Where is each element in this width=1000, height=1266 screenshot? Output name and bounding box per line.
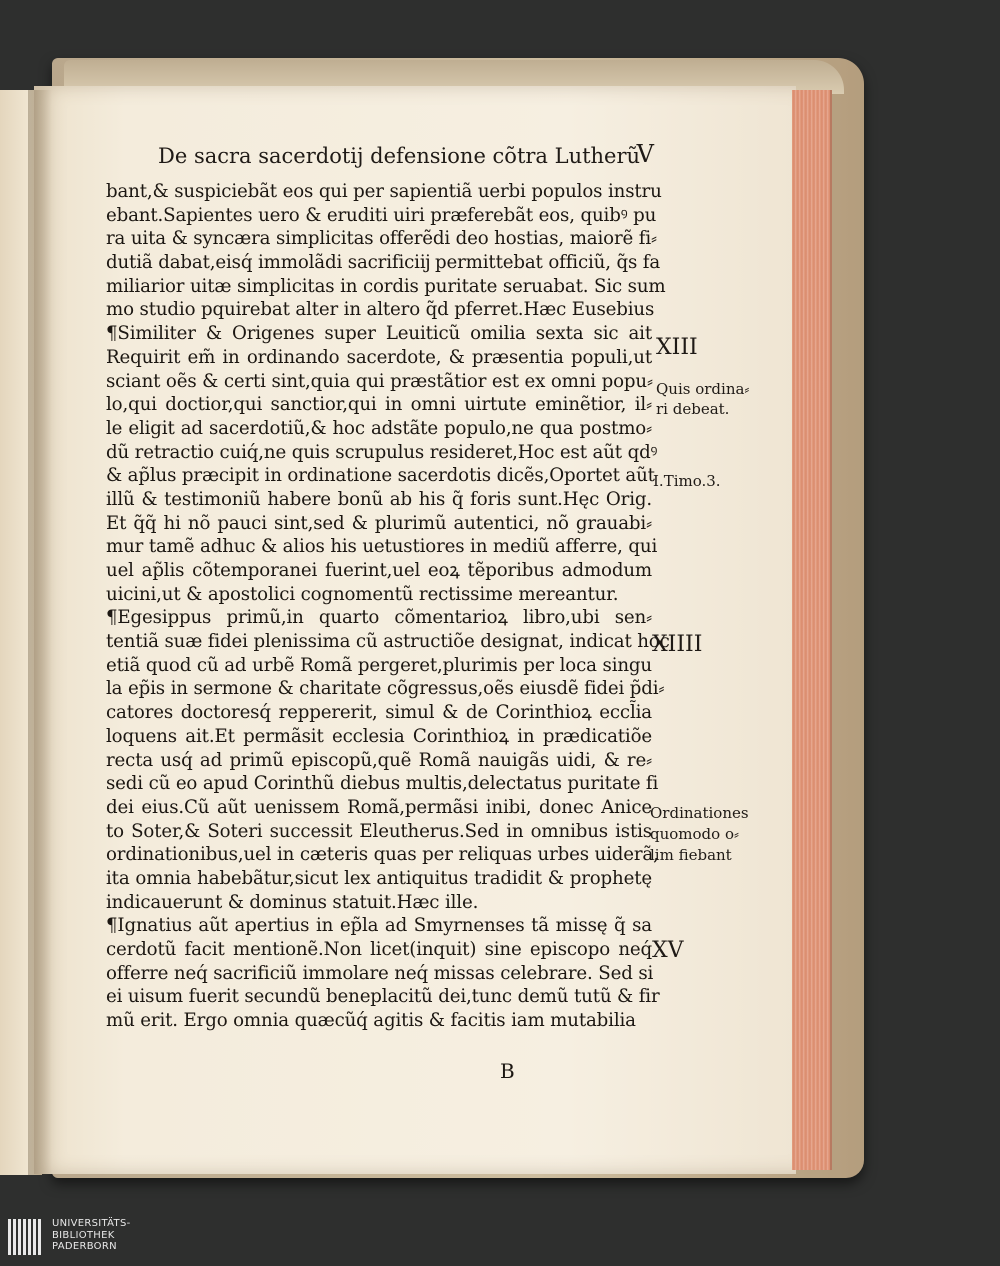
text-line: mũ erit. Ergo omnia quæcũq́ agitis & facitis iam mutabilia [106, 1010, 636, 1032]
margin-number-xv: XV [652, 938, 684, 963]
text-line: uel ap̃lis cõtemporanei fuerint,uel eoꝝ tẽporibus admodum [106, 560, 652, 581]
text-line: tentiã suæ fidei plenissima cũ astructiõe designat, indicat hoc [106, 631, 670, 653]
text-line: loquens ait.Et permãsit ecclesia Corinthioꝝ in prædicatiõe [106, 725, 652, 747]
logo-line-2: BIBLIOTHEK [52, 1229, 115, 1241]
margin-number-xiii: XIII [656, 335, 698, 360]
page-gutter [28, 90, 52, 1175]
text-line: ordinationibus,uel in cæteris quas per reliquas urbes uiderã, [106, 844, 659, 866]
text-line: miliarior uitæ simplicitas in cordis puritate seruabat. Sic sum [106, 275, 666, 297]
text-line: offerre neq́ sacrificiũ immolare neq́ missas celebrare. Sed si [106, 962, 654, 984]
text-line: ¶Similiter & Origenes super Leuiticũ omilia sexta sic ait [106, 323, 652, 345]
text-line: Et q̃q̃ hi nõ pauci sint,sed & plurimũ autentici, nõ grauabi⸗ [106, 512, 652, 534]
text-line: dei eius.Cũ aũt uenissem Romã,permãsi inibi, donec Anice [106, 796, 652, 818]
text-line: cerdotũ facit mentionẽ.Non licet(inquit) sine episcopo neq́ [106, 939, 652, 960]
running-head-title: De sacra sacerdotij defensione cõtra Lutherũ [158, 144, 641, 168]
margin-note-ordinationes-2: quomodo o⸗ [650, 825, 739, 843]
footer-bar [0, 1216, 1000, 1266]
text-line: ita omnia habebãtur,sicut lex antiquitus tradidit & prophetę [106, 867, 652, 889]
margin-note-quis-ordinari-1: Quis ordina⸗ [656, 380, 750, 398]
text-line: sedi cũ eo apud Corinthũ diebus multis,delectatus puritate fi [106, 773, 659, 795]
running-head [158, 140, 658, 180]
text-line: mur tamẽ adhuc & alios his uetustiores in mediũ afferre, qui [106, 536, 658, 558]
text-line: lo,qui doctior,qui sanctior,qui in omni uirtute eminẽtior, il⸗ [106, 394, 652, 416]
text-line: sciant oẽs & certi sint,quia qui præstãtior est ex omni popu⸗ [106, 370, 653, 392]
library-logo-icon [8, 1219, 42, 1255]
text-line: & ap̃lus præcipit in ordinatione sacerdotis dicẽs,Oportet aũt [106, 465, 655, 487]
text-line: ra uita & syncæra simplicitas offerẽdi deo hostias, maiorẽ fi⸗ [106, 228, 657, 250]
text-line: catores doctoresq́ reppererit, simul & de Corinthioꝝ eccl̃ia [106, 702, 652, 724]
text-line: dutiã dabat,eisq́ immolãdi sacrificiĳ permittebat officiũ, q̃s fa [106, 252, 661, 274]
margin-note-ordinationes-1: Ordinationes [650, 804, 749, 822]
text-line: mo studio pquirebat alter in altero q̃d pferret.Hæc Eusebius [106, 299, 655, 321]
text-line: uicini,ut & apostolici cognomentũ rectissime mereantur. [106, 583, 619, 605]
text-line: recta usq́ ad primũ episcopũ,quẽ Romã nauigãs uidi, & re⸗ [106, 749, 652, 771]
text-line: bant,& suspiciebãt eos qui per sapientiã uerbi populos instru [106, 181, 662, 202]
folio-number: V [636, 140, 654, 168]
red-fore-edge [792, 90, 832, 1170]
text-line: etiã quod cũ ad urbẽ Romã pergeret,plurimis per loca singu [106, 654, 652, 676]
text-line: ei uisum fuerit secundũ beneplacitũ dei,tunc demũ tutũ & fir [106, 986, 660, 1008]
margin-ref-timothy: I.Timo.3. [653, 472, 721, 490]
text-line: ebant.Sapientes uero & eruditi uiri præferebãt eos, quibꝰ pu [106, 204, 657, 226]
library-logo-text [52, 1218, 131, 1253]
margin-number-xiiii: XIIII [652, 632, 703, 657]
text-line: to Soter,& Soteri successit Eleutherus.Sed in omnibus istis [106, 820, 652, 842]
text-line: indicauerunt & dominus statuit.Hæc ille. [106, 891, 479, 913]
text-line: illũ & testimoniũ habere bonũ ab his q̃ foris sunt.Hęc Orig. [106, 488, 652, 510]
logo-line-3: PADERBORN [52, 1241, 117, 1252]
margin-note-quis-ordinari-2: ri debeat. [656, 400, 730, 418]
text-line: ¶Egesippus primũ,in quarto cõmentarioꝝ libro,ubi sen⸗ [106, 607, 652, 629]
text-line: le eligit ad sacerdotiũ,& hoc adstãte populo,ne qua postmo⸗ [106, 417, 652, 439]
signature-mark: B [500, 1059, 515, 1083]
text-line: ¶Ignatius aũt apertius in ep̃la ad Smyrnenses tã missę q̃ sa [106, 915, 652, 937]
text-line: Requirit em̃ in ordinando sacerdote, & præsentia populi,ut [106, 346, 652, 368]
text-line: la ep̃is in sermone & charitate cõgressus,oẽs eiusdẽ fidei p̃di⸗ [106, 678, 665, 700]
logo-line-1: UNIVERSITÄTS- [52, 1218, 131, 1229]
text-line: dũ retractio cuiq́,ne quis scrupulus resideret,Hoc est aũt qdꝰ [106, 441, 658, 463]
margin-note-ordinationes-3: lim fiebant [650, 846, 732, 864]
